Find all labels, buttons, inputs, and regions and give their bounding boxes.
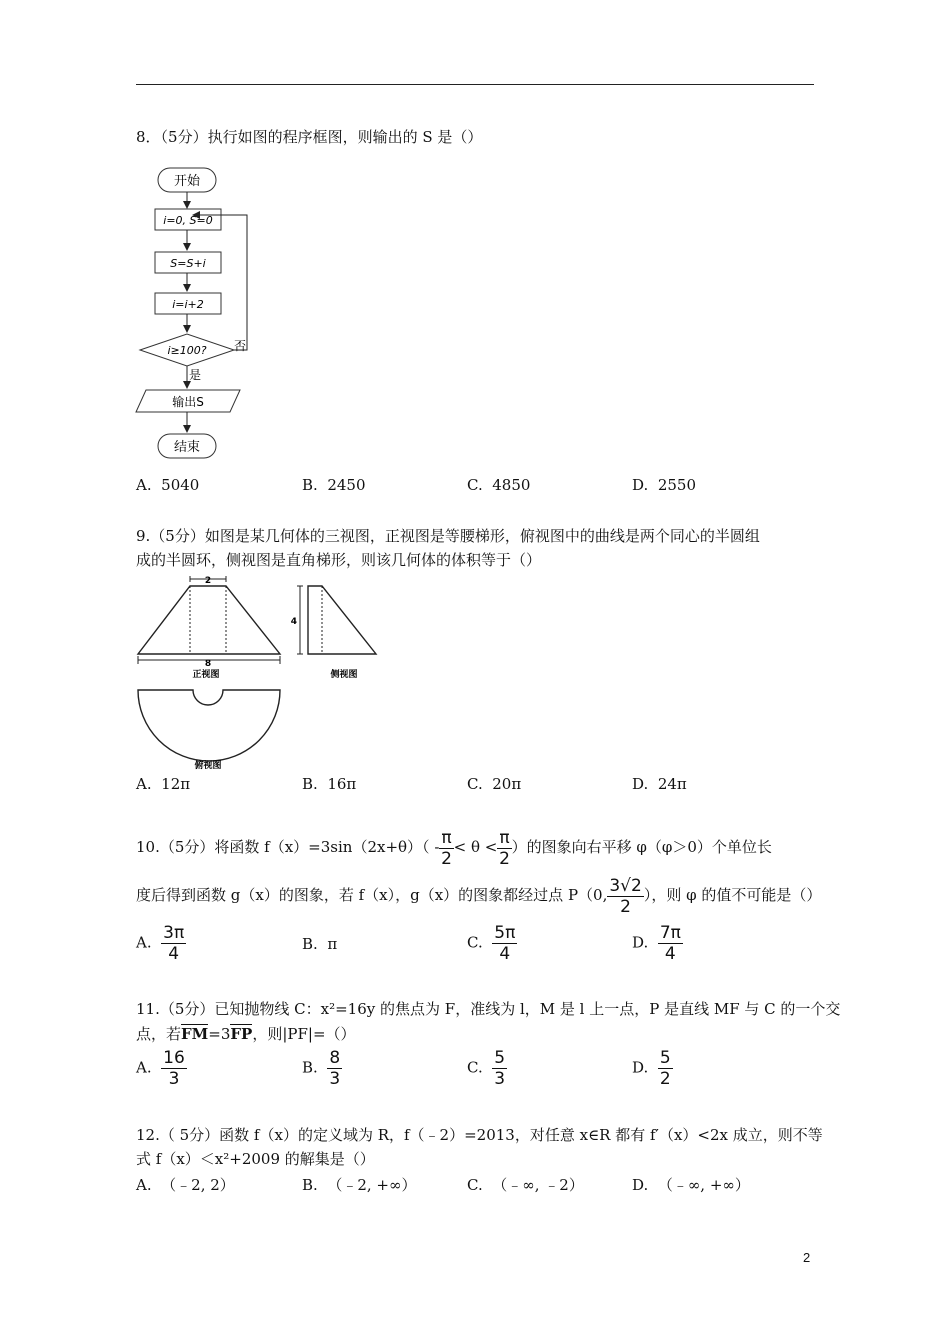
q10-option-c: C. $\frac{5\pi}{4}$: [467, 923, 516, 964]
q10-option-d: D. $\frac{7\pi}{4}$: [632, 923, 681, 964]
flow-output: 输出S: [172, 395, 204, 409]
vector-fp: FP: [230, 1025, 253, 1043]
flow-yes: 是: [189, 368, 202, 382]
flow-start: 开始: [173, 174, 201, 189]
q8-option-b: B. 2450: [302, 476, 366, 494]
q11-option-b: B. $\frac{8}{3}$: [302, 1048, 341, 1089]
header-rule: [136, 84, 814, 85]
side-height-dim: 4: [290, 617, 297, 627]
front-top-dim: 2: [204, 576, 212, 586]
q10-option-a: A. $\frac{3\pi}{4}$: [136, 923, 185, 964]
q8-option-a: A. 5040: [136, 476, 200, 494]
q11-stem-line1: 11.（5分）已知抛物线 C：x²=16y 的焦点为 F，准线为 l，M 是 l 上一点，P 是直线 MF 与 C 的一个交: [136, 1000, 841, 1018]
flow-end: 结束: [173, 440, 201, 455]
q11-option-a: A. $\frac{16}{3}$: [136, 1048, 185, 1089]
q10-option-b: B. π: [302, 935, 338, 953]
q8-option-d: D. 2550: [632, 476, 696, 494]
q12-option-b: B. （﹣2, +∞）: [302, 1176, 417, 1194]
q12-option-d: D. （﹣∞, +∞）: [632, 1176, 750, 1194]
flow-init: i=0, S=0: [163, 214, 213, 227]
flow-cond: i≥100?: [167, 344, 207, 357]
q12-stem-line2: 式 f（x）＜x²+2009 的解集是（）: [136, 1150, 375, 1168]
flow-no: 否: [234, 339, 247, 353]
q10-frac-3: $\frac{3√2}{2}$: [609, 875, 642, 917]
q10-stem-line2: 度后得到函数 g（x）的图象，若 f（x），g（x）的图象都经过点 P（0, $\frac{3√2}{2}$ ），则 φ 的值不可能是（）: [136, 875, 822, 917]
front-view-label: 正视图: [192, 670, 220, 680]
q12-option-c: C. （﹣∞, ﹣2）: [467, 1176, 584, 1194]
q9-stem-line2: 成的半圆环，侧视图是直角梯形，则该几何体的体积等于（）: [136, 551, 542, 569]
q8-stem: 8．（5分）执行如图的程序框图，则输出的 S 是（）: [136, 128, 483, 146]
q12-option-a: A. （﹣2, 2）: [136, 1176, 235, 1194]
q8-option-c: C. 4850: [467, 476, 531, 494]
q8-flowchart: [130, 160, 260, 465]
q9-option-c: C. 20π: [467, 775, 522, 793]
q11-stem-line2: 点，若FM=3FP，则|PF|=（）: [136, 1025, 356, 1043]
q9-option-a: A. 12π: [136, 775, 191, 793]
top-view-label: 俯视图: [194, 761, 222, 770]
q9-stem-line1: 9.（5分）如图是某几何体的三视图，正视图是等腰梯形，俯视图中的曲线是两个同心的半圆组: [136, 527, 760, 545]
q11-option-c: C. $\frac{5}{3}$: [467, 1048, 506, 1089]
q12-stem-line1: 12.（ 5分）函数 f（x）的定义域为 R，f（﹣2）=2013，对任意 x∈R 都有 f′（x）<2x 成立，则不等: [136, 1126, 823, 1144]
front-bottom-dim: 8: [204, 659, 212, 669]
q9-three-views: [134, 574, 394, 770]
flow-step2: i=i+2: [172, 298, 204, 311]
q10-frac-2: $\frac{\pi}{2}$: [499, 827, 510, 869]
q9-option-d: D. 24π: [632, 775, 687, 793]
q10-frac-1: $\frac{\pi}{2}$: [441, 827, 452, 869]
page-number: 2: [803, 1250, 811, 1265]
vector-fm: FM: [181, 1025, 209, 1043]
flow-step1: S=S+i: [170, 257, 206, 270]
q9-option-b: B. 16π: [302, 775, 357, 793]
q10-stem-line1: 10.（5分）将函数 f（x）=3sin（2x+θ）（ - $\frac{\pi}{2}$ < θ < $\frac{\pi}{2}$ ）的图象向右平移 φ（φ＞0）个单位长: [136, 827, 772, 869]
q11-option-d: D. $\frac{5}{2}$: [632, 1048, 671, 1089]
side-view-label: 侧视图: [330, 670, 358, 680]
